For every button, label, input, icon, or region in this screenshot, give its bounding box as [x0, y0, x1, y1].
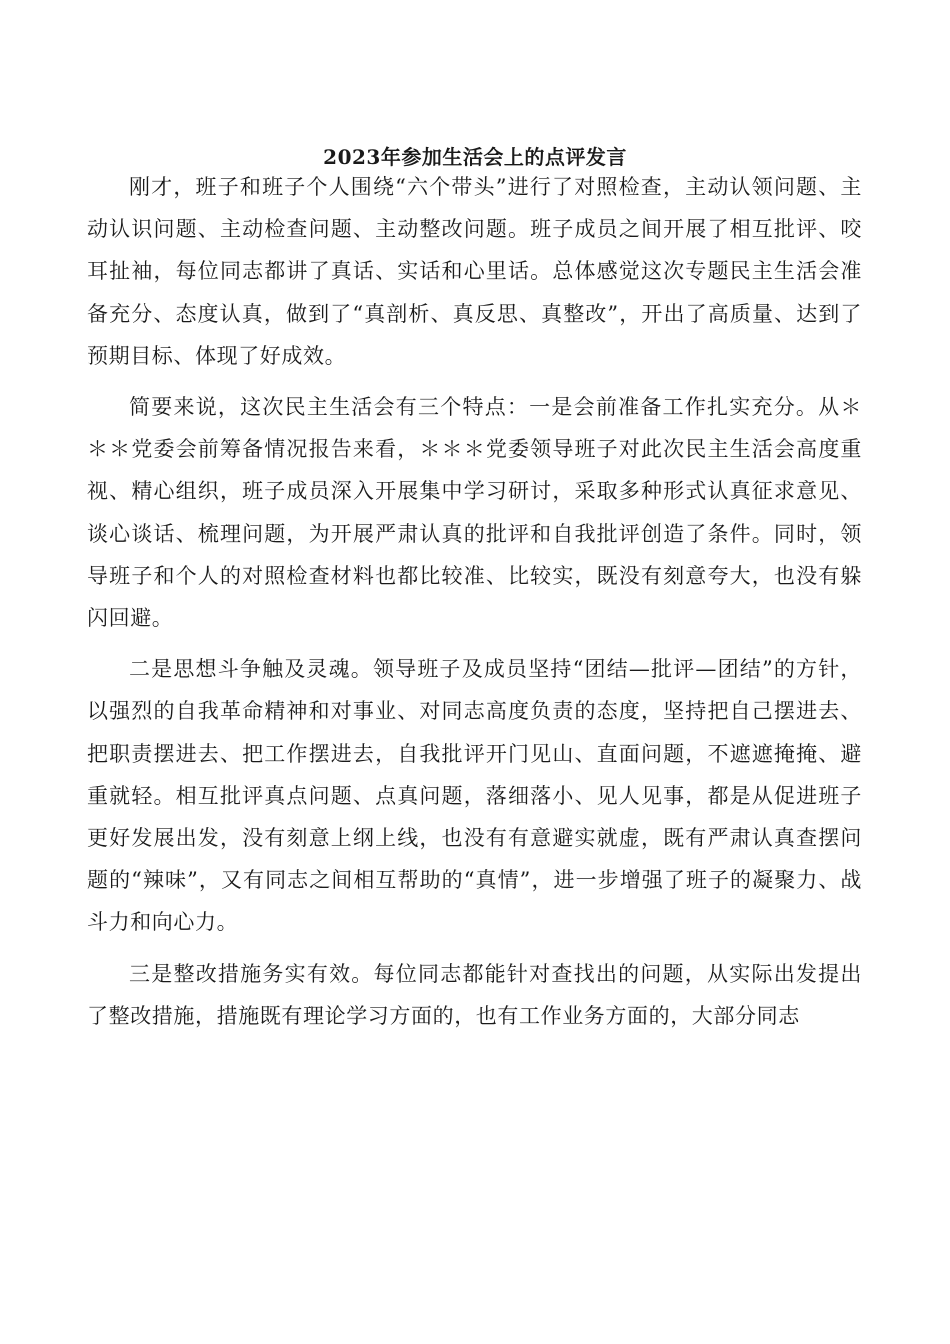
paragraph-feature-two: 二是思想斗争触及灵魂。领导班子及成员坚持“团结—批评—团结”的方针，以强烈的自我革命精神和对事业、对同志高度负责的态度，坚持把自己摆进去、把职责摆进去、把工作摆进去，自我批评开门见山、直面问题，不遮遮掩掩、避重就轻。相互批评真点问题、点真问题，落细落小、见人见事，都是从促进班子更好发展出发，没有刻意上纲上线，也没有有意避实就虚，既有严肃认真查摆问题的“辣味”，又有同志之间相互帮助的“真情”，进一步增强了班子的凝聚力、战斗力和向心力。 — [87, 657, 862, 935]
paragraph-feature-three: 三是整改措施务实有效。每位同志都能针对查找出的问题，从实际出发提出了整改措施，措施既有理论学习方面的，也有工作业务方面的，大部分同志 — [87, 961, 862, 1028]
paragraph-opening: 刚才，班子和班子个人围绕“六个带头”进行了对照检查，主动认领问题、主动认识问题、主动检查问题、主动整改问题。班子成员之间开展了相互批评、咬耳扯袖，每位同志都讲了真话、实话和心里话。总体感觉这次专题民主生活会准备充分、态度认真，做到了“真剖析、真反思、真整改”，开出了高质量、达到了预期目标、体现了好成效。 — [87, 175, 862, 368]
document-title: 2023年参加生活会上的点评发言 — [323, 145, 627, 169]
paragraph-feature-one: 简要来说，这次民主生活会有三个特点：一是会前准备工作扎实充分。从＊＊＊党委会前筹备情况报告来看，＊＊＊党委领导班子对此次民主生活会高度重视、精心组织，班子成员深入开展集中学习研讨，采取多种形式认真征求意见、谈心谈话、梳理问题，为开展严肃认真的批评和自我批评创造了条件。同时，领导班子和个人的对照检查材料也都比较准、比较实，既没有刻意夸大，也没有躲闪回避。 — [87, 395, 862, 631]
document-body — [87, 166, 862, 1046]
